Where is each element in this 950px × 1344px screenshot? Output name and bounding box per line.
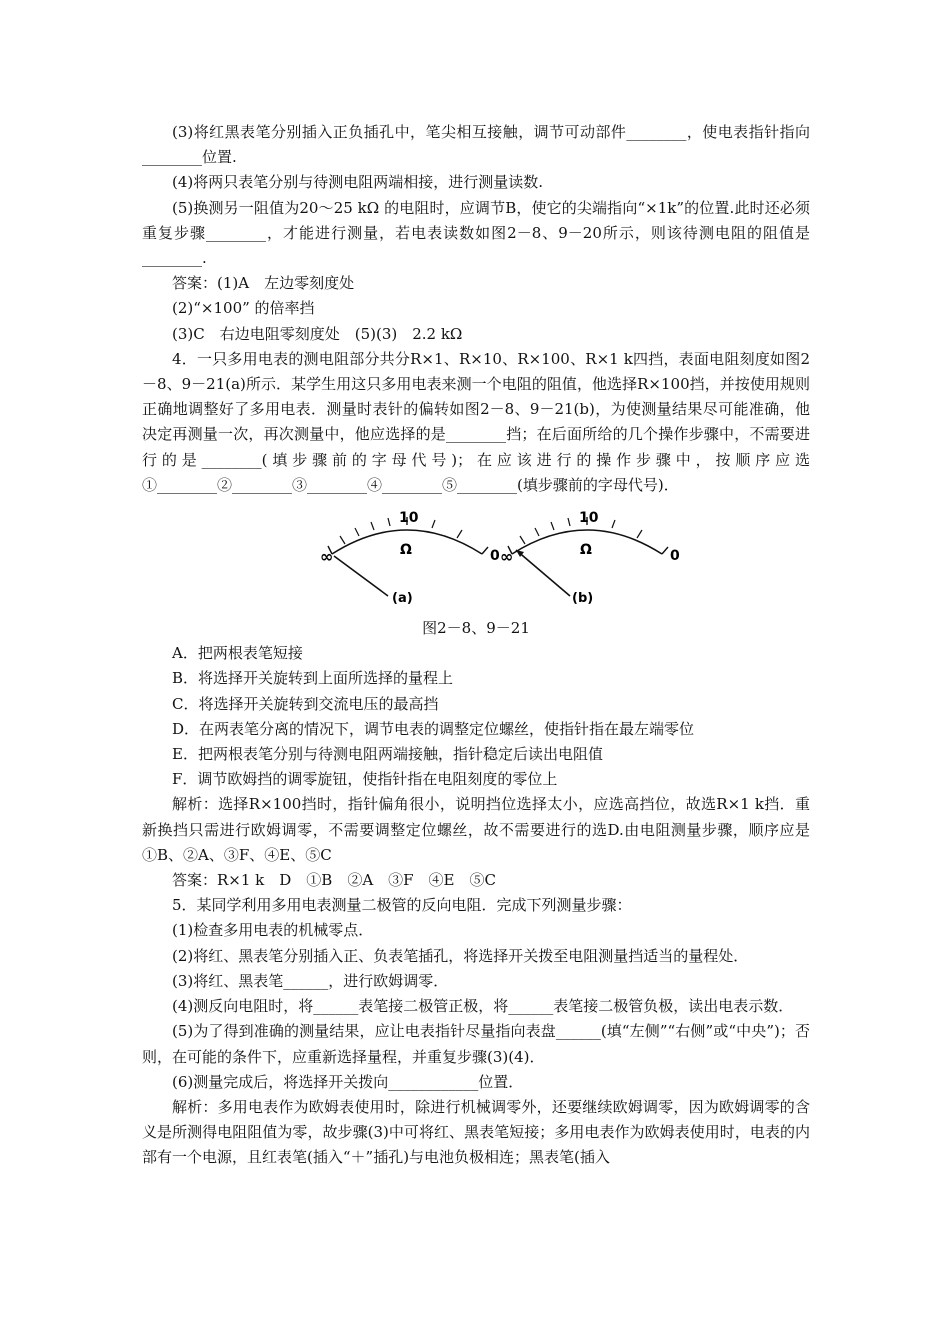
step-paragraph: (5)为了得到准确的测量结果，应让电表指针尽量指向表盘______(填“左侧”“右侧”或“中央”)；否则，在可能的条件下，应重新选择量程，并重复步骤(3)(4)． [142,1022,810,1066]
ohmmeter-figure [142,506,810,616]
step-paragraph: (4)测反向电阻时，将______表笔接二极管正极，将______表笔接二极管负极，读出电表示数． [172,997,794,1016]
analysis-paragraph: 解析：选择R×100挡时，指针偏角很小，说明挡位选择太小，应选高挡位，故选R×1 k挡．重新换挡只需进行欧姆调零，不需要调整定位螺丝，故不需要进行的选D.由电阻测量步骤，顺序应是①B、②A、③F、④E、⑤C [142,795,810,864]
zero-label-a: 0 [490,548,500,565]
question-paragraph: 4．一只多用电表的测电阻部分共分R×1、R×10、R×100、R×1 k四挡，表面电阻刻度如图2－8、9－21(a)所示．某学生用这只多用电表来测一个电阻的阻值，他选择R×100挡，并按使用规则正确地调整好了多用电表．测量时表针的偏转如图2－8、9－21(b)，为使测量结果尽可能准确，他决定再测量一次，再次测量中，他应选择的是________挡；在后面所给的几个操作步骤中，不需要进行的是________(填步骤前的字母代号)；在应该进行的操作步骤中，按顺序应选①________②________③________④________⑤________(填步骤前的字母代号)． [142,349,810,494]
option-item: A．把两根表笔短接 [172,644,303,663]
step-paragraph: (6)测量完成后，将选择开关拨向____________位置． [172,1072,524,1091]
dial-a-label: (a) [392,591,413,607]
analysis-paragraph: 解析：多用电表作为欧姆表使用时，除进行机械调零外，还要继续欧姆调零，因为欧姆调零的含义是所测得电阻阻值为零，故步骤(3)中可将红、黑表笔短接；多用电表作为欧姆表使用时，电表的内部有一个电源，且红表笔(插入“＋”插孔)与电池负极相连；黑表笔(插入 [142,1097,810,1167]
answer-paragraph: 答案：(1)A 左边零刻度处 [172,274,355,293]
document-page [142,120,810,1171]
ohm-symbol-a: Ω [400,542,412,559]
options-list [142,641,810,792]
option-item: E．把两根表笔分别与待测电阻两端接触，指针稳定后读出电阻值 [172,745,603,764]
answer-paragraph: (3)C 右边电阻零刻度处 (5)(3) 2.2 kΩ [172,324,463,343]
paragraph: (5)换测另一阻值为20～25 kΩ 的电阻时，应调节B，使它的尖端指向“×1k”的位置.此时还必须重复步骤________，才能进行测量，若电表读数如图2－8、9－20所示，则该待测电阻的阻值是________. [142,198,810,268]
infinity-label-a: ∞ [320,547,334,567]
step-paragraph: (1)检查多用电表的机械零点． [172,921,374,940]
mid-scale-label-b: 10 [579,510,599,527]
paragraph: (4)将两只表笔分别与待测电阻两端相接，进行测量读数. [172,173,544,192]
text-block-bottom [142,792,810,1170]
step-paragraph: (3)将红、黑表笔______，进行欧姆调零． [172,971,449,990]
text-block-top [142,120,810,498]
dial-a [320,510,500,606]
zero-label-b: 0 [670,548,680,565]
needle-b [516,550,570,596]
option-item: C．将选择开关旋转到交流电压的最高挡 [172,694,439,713]
option-item: F．调节欧姆挡的调零旋钮，使指针指在电阻刻度的零位上 [172,770,558,789]
infinity-label-b: ∞ [500,547,514,567]
ohm-symbol-b: Ω [580,542,592,559]
answer-paragraph: (2)“×100” 的倍率挡 [172,299,315,318]
option-item: B．将选择开关旋转到上面所选择的量程上 [172,669,454,688]
answer-paragraph: 答案：R×1 k D ①B ②A ③F ④E ⑤C [172,871,496,890]
option-item: D．在两表笔分离的情况下，调节电表的调整定位螺丝，使指针指在最左端零位 [172,719,695,738]
paragraph: (3)将红黑表笔分别插入正负插孔中，笔尖相互接触，调节可动部件________，使电表指针指向________位置. [142,123,810,167]
dial-b-label: (b) [572,591,594,607]
dial-b [500,510,680,606]
step-paragraph: (2)将红、黑表笔分别插入正、负表笔插孔，将选择开关拨至电阻测量挡适当的量程处． [172,946,749,965]
figure-caption: 图2－8、9－21 [422,619,530,638]
question-paragraph: 5．某同学利用多用电表测量二极管的反向电阻．完成下列测量步骤： [172,896,632,915]
dial-diagram [320,506,680,616]
mid-scale-label-a: 10 [399,510,419,527]
